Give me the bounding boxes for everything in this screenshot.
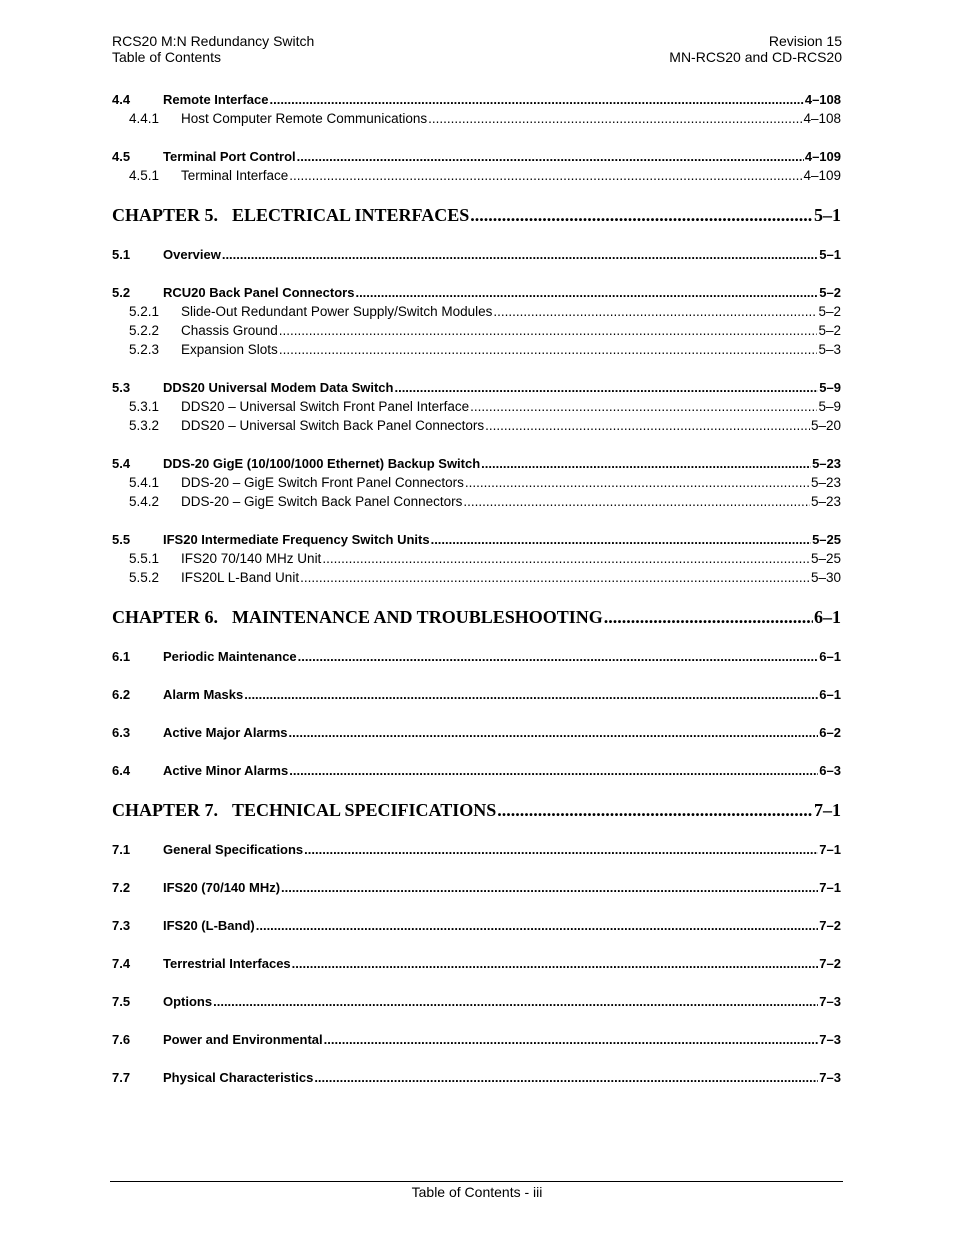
toc-entry-number: 7.6 [112,1032,131,1047]
toc-section-entry[interactable] [112,90,841,109]
toc-entry-page: 7–1 [819,880,841,895]
toc-entry-page: 5–9 [818,399,841,414]
toc-entry-page: 7–1 [814,800,841,820]
toc-subsection-entry[interactable] [112,416,841,435]
toc-dot-leader [289,166,802,185]
header-right [669,33,842,65]
toc-spacer [112,859,841,878]
toc-entry-title: DDS20 – Universal Switch Front Panel Interface [181,399,470,414]
toc-spacer [112,629,841,647]
toc-entry-title: DDS-20 GigE (10/100/1000 Ethernet) Backup Switch [163,456,481,471]
toc-entry-title: Chassis Ground [181,323,278,338]
toc-entry-page: 5–30 [810,570,841,585]
toc-subsection-entry[interactable] [112,109,841,128]
toc-entry-number: 7.4 [112,956,131,971]
toc-spacer [112,897,841,916]
toc-dot-leader [256,916,819,935]
toc-spacer [112,128,841,147]
toc-dot-leader [281,878,818,897]
toc-section-entry[interactable] [112,916,841,935]
toc-entry-title: Options [163,994,213,1009]
toc-spacer [112,227,841,245]
toc-entry-title: Active Major Alarms [163,725,288,740]
toc-entry-number: CHAPTER 6. [112,607,219,627]
toc-section-entry[interactable] [112,840,841,859]
toc-entry-page: 7–2 [819,956,841,971]
toc-dot-leader [485,416,810,435]
toc-dot-leader [431,530,812,549]
toc-entry-page: 7–3 [819,994,841,1009]
toc-entry-page: 5–9 [819,380,841,395]
toc-section-entry[interactable] [112,685,841,704]
toc-entry-title: Terrestrial Interfaces [163,956,291,971]
toc-entry-title: ELECTRICAL INTERFACES [232,205,470,225]
toc-entry-number: 5.5.1 [129,551,160,566]
toc-subsection-entry[interactable] [112,166,841,185]
toc-entry-number: 5.2.1 [129,304,160,319]
toc-entry-page: 4–108 [803,111,841,126]
toc-entry-page: 5–23 [810,475,841,490]
toc-entry-title: Alarm Masks [163,687,244,702]
toc-entry-page: 4–108 [804,92,841,107]
toc-section-entry[interactable] [112,992,841,1011]
toc-section-entry[interactable] [112,954,841,973]
toc-subsection-entry[interactable] [112,302,841,321]
toc-section-entry[interactable] [112,878,841,897]
toc-section-entry[interactable] [112,454,841,473]
toc-spacer [112,935,841,954]
toc-spacer [112,704,841,723]
toc-spacer [112,435,841,454]
toc-dot-leader [324,1030,819,1049]
toc-entry-number: 7.2 [112,880,131,895]
toc-entry-number: CHAPTER 7. [112,800,219,820]
toc-section-entry[interactable] [112,1030,841,1049]
toc-dot-leader [289,761,818,780]
toc-dot-leader [394,378,818,397]
toc-section-entry[interactable] [112,245,841,264]
toc-subsection-entry[interactable] [112,473,841,492]
toc-section-entry[interactable] [112,647,841,666]
toc-dot-leader [269,90,803,109]
toc-dot-leader [481,454,811,473]
toc-entry-title: IFS20L L-Band Unit [181,570,300,585]
toc-dot-leader [222,245,818,264]
toc-section-entry[interactable] [112,378,841,397]
toc-spacer [112,822,841,840]
toc-subsection-entry[interactable] [112,340,841,359]
toc-subsection-entry[interactable] [112,549,841,568]
header-document-title: RCS20 M:N Redundancy Switch [112,33,315,49]
toc-entry-title: DDS20 Universal Modem Data Switch [163,380,394,395]
toc-subsection-entry[interactable] [112,492,841,511]
toc-entry-page: 6–2 [819,725,841,740]
toc-dot-leader [298,647,819,666]
toc-entry-title: DDS-20 – GigE Switch Back Panel Connectors [181,494,463,509]
toc-entry-number: 5.4.1 [129,475,160,490]
toc-entry-title: Slide-Out Redundant Power Supply/Switch Modules [181,304,493,319]
toc-spacer [112,587,841,605]
toc-entry-title: Host Computer Remote Communications [181,111,428,126]
toc-entry-title: TECHNICAL SPECIFICATIONS [232,800,497,820]
toc-entry-page: 4–109 [803,168,841,183]
toc-dot-leader [314,1068,818,1087]
toc-dot-leader [463,492,810,511]
toc-entry-page: 6–1 [819,687,841,702]
toc-dot-leader [428,109,802,128]
toc-dot-leader [493,302,817,321]
toc-entry-page: 5–23 [810,494,841,509]
toc-entry-title: Physical Characteristics [163,1070,314,1085]
toc-spacer [112,742,841,761]
toc-entry-number: 7.3 [112,918,131,933]
page-footer: Table of Contents - iii [411,1184,543,1200]
toc-section-entry[interactable] [112,723,841,742]
toc-entry-title: Terminal Interface [181,168,289,183]
toc-section-entry[interactable] [112,283,841,302]
toc-dot-leader [497,798,813,822]
toc-section-entry[interactable] [112,761,841,780]
toc-entry-number: 5.4.2 [129,494,160,509]
toc-dot-leader [297,147,804,166]
toc-dot-leader [292,954,819,973]
footer-divider [110,1181,843,1182]
toc-entry-title: General Specifications [163,842,304,857]
toc-entry-title: IFS20 (70/140 MHz) [163,880,281,895]
toc-entry-title: RCU20 Back Panel Connectors [163,285,355,300]
toc-entry-title: IFS20 70/140 MHz Unit [181,551,322,566]
toc-spacer [112,780,841,798]
toc-entry-number: 5.5.2 [129,570,160,585]
toc-entry-number: 5.2.2 [129,323,160,338]
header-left [112,33,314,65]
header-section-name: Table of Contents [112,49,221,65]
toc-entry-page: 5–1 [814,205,841,225]
toc-entry-number: 7.7 [112,1070,131,1085]
table-of-contents [112,90,841,1087]
toc-entry-number: 7.5 [112,994,131,1009]
toc-dot-leader [322,549,810,568]
toc-entry-number: 6.4 [112,763,131,778]
toc-entry-page: 5–25 [810,551,841,566]
toc-entry-title: DDS20 – Universal Switch Back Panel Connectors [181,418,485,433]
toc-chapter-entry[interactable] [112,605,841,629]
toc-chapter-entry[interactable] [112,203,841,227]
toc-entry-number: CHAPTER 5. [112,205,219,225]
toc-section-entry[interactable] [112,1068,841,1087]
toc-entry-page: 7–1 [819,842,841,857]
toc-entry-title: IFS20 Intermediate Frequency Switch Units [163,532,430,547]
toc-spacer [112,264,841,283]
toc-entry-number: 4.5 [112,149,131,164]
toc-entry-title: Active Minor Alarms [163,763,289,778]
toc-entry-page: 7–3 [819,1070,841,1085]
toc-dot-leader [279,340,818,359]
toc-entry-page: 5–1 [819,247,841,262]
toc-entry-page: 6–3 [819,763,841,778]
toc-spacer [112,1011,841,1030]
toc-entry-number: 5.5 [112,532,131,547]
toc-dot-leader [300,568,810,587]
toc-entry-number: 5.4 [112,456,131,471]
toc-dot-leader [465,473,810,492]
toc-entry-title: Periodic Maintenance [163,649,297,664]
toc-spacer [112,666,841,685]
toc-dot-leader [289,723,819,742]
toc-spacer [112,511,841,530]
toc-entry-title: IFS20 (L-Band) [163,918,255,933]
toc-entry-page: 5–25 [812,532,841,547]
toc-entry-page: 5–3 [818,342,841,357]
toc-subsection-entry[interactable] [112,568,841,587]
header-revision: Revision 15 [768,33,842,49]
toc-dot-leader [213,992,818,1011]
toc-subsection-entry[interactable] [112,397,841,416]
toc-dot-leader [279,321,818,340]
toc-section-entry[interactable] [112,530,841,549]
toc-dot-leader [355,283,818,302]
toc-entry-number: 7.1 [112,842,131,857]
toc-entry-number: 5.3.2 [129,418,160,433]
toc-entry-title: Terminal Port Control [163,149,296,164]
toc-dot-leader [244,685,818,704]
toc-dot-leader [304,840,818,859]
toc-entry-number: 5.2.3 [129,342,160,357]
toc-section-entry[interactable] [112,147,841,166]
toc-entry-title: Expansion Slots [181,342,278,357]
toc-entry-number: 4.4 [112,92,131,107]
toc-spacer [112,185,841,203]
toc-entry-page: 4–109 [804,149,841,164]
toc-entry-number: 6.2 [112,687,131,702]
toc-spacer [112,1049,841,1068]
toc-entry-number: 4.4.1 [129,111,160,126]
toc-dot-leader [604,605,813,629]
toc-spacer [112,973,841,992]
toc-entry-page: 5–20 [810,418,841,433]
header-manual-number: MN-RCS20 and CD-RCS20 [669,49,842,65]
toc-entry-number: 5.2 [112,285,131,300]
toc-dot-leader [470,203,813,227]
toc-dot-leader [470,397,817,416]
toc-entry-title: Remote Interface [163,92,269,107]
toc-entry-number: 6.3 [112,725,131,740]
toc-entry-number: 5.1 [112,247,131,262]
toc-chapter-entry[interactable] [112,798,841,822]
toc-entry-number: 4.5.1 [129,168,160,183]
toc-spacer [112,359,841,378]
toc-entry-page: 6–1 [819,649,841,664]
toc-entry-title: Power and Environmental [163,1032,323,1047]
toc-entry-number: 6.1 [112,649,131,664]
toc-entry-title: MAINTENANCE AND TROUBLESHOOTING [232,607,603,627]
toc-subsection-entry[interactable] [112,321,841,340]
toc-entry-page: 7–2 [819,918,841,933]
toc-entry-page: 5–2 [818,323,841,338]
toc-entry-number: 5.3 [112,380,131,395]
toc-entry-page: 5–23 [812,456,841,471]
toc-entry-page: 6–1 [814,607,841,627]
toc-entry-number: 5.3.1 [129,399,160,414]
toc-entry-page: 7–3 [819,1032,841,1047]
toc-entry-page: 5–2 [818,304,841,319]
toc-entry-title: DDS-20 – GigE Switch Front Panel Connectors [181,475,464,490]
toc-entry-title: Overview [163,247,221,262]
toc-entry-page: 5–2 [819,285,841,300]
